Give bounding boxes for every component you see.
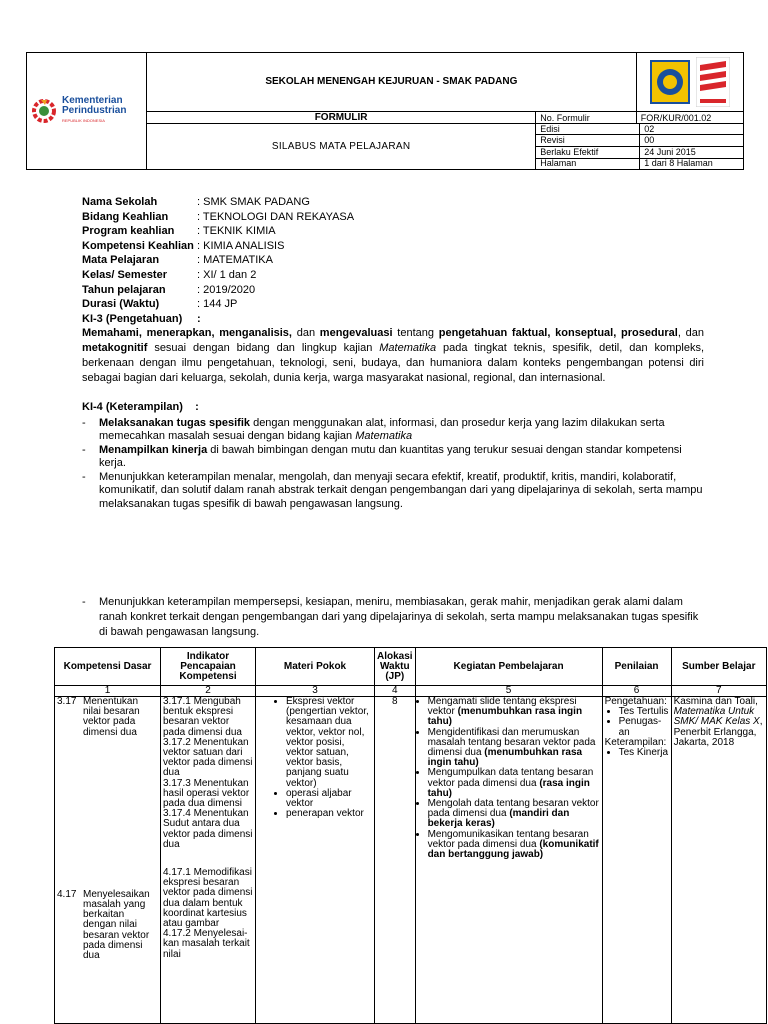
sumber-publisher: , Penerbit Erlangga, Jakarta, 2018 — [673, 716, 763, 748]
info-row — [82, 253, 354, 268]
school-name-cell — [146, 53, 636, 112]
kegiatan-bold: (menumbuhkan rasa ingin tahu) — [427, 747, 583, 769]
info-value: : MATEMATIKA — [197, 254, 273, 267]
col-number: 4 — [375, 686, 416, 697]
ki4-item-text: Menunjukkan keterampilan menalar, mengolah, dan menyaji secara efektif, kreatif, produktif, kritis, mandiri, kolaboratif, komunikatif, dan solutif dalam ranah abstrak terkait dengan pengembangan dari yang dipelajarinya di sekolah, serta mampu melaksanakan tugas spesifik di bawah pengawasan langsung. — [99, 470, 703, 510]
ki3-bold-2: mengevaluasi — [319, 327, 393, 339]
materi-item: • penerapan vektor — [286, 809, 372, 819]
materi-item: • Ekspresi vektor (pengertian vektor, kesamaan dua vektor, vektor nol, vektor posisi, vektor satuan, vektor basis, panjang suatu vektor) — [286, 697, 372, 789]
indikator-cell — [161, 697, 256, 1024]
penilaian-cell — [602, 697, 671, 1024]
header-kd: Kompetensi Dasar — [55, 648, 161, 686]
info-value: : — [197, 312, 201, 325]
ki4-item-bold: Melaksanakan tugas spesifik — [99, 416, 251, 429]
kegiatan-bold: (menumbuhkan rasa ingin tahu) — [427, 706, 583, 728]
kd-cell — [55, 697, 161, 1024]
kegiatan-bold: (komunikatif dan bertanggung jawab) — [427, 838, 599, 861]
iso-cert-icon — [696, 57, 730, 107]
ki4-extra-text: Menunjukkan keterampilan mempersepsi, kesiapan, meniru, membiasakan, gerak mahir, menjadikan gerak alami dalam ranah konkret terkait dengan pengembangan dari yang dipelajarinya di sekolah, serta mampu melaksanakan tugas spesifik di bawah pengawasan langsung. — [99, 596, 699, 638]
ki3-text-2: tentang — [392, 327, 439, 339]
ki4-extra — [82, 595, 704, 640]
ministry-logo-cell — [27, 53, 147, 170]
col-number: 6 — [602, 686, 671, 697]
doc-title: SILABUS MATA PELAJARAN — [271, 141, 411, 152]
penilaian-label: Keterampilan: — [604, 736, 667, 748]
kegiatan-cell — [415, 697, 602, 1024]
sumber-author: Kasmina dan Toali, — [673, 696, 758, 707]
kegiatan-text: Mengamati slide tentang ekspresi vektor — [427, 696, 577, 718]
col-number: 2 — [161, 686, 256, 697]
kegiatan-text: Mengidentifikasi dan merumuskan masalah tentang besaran vektor pada dimensi dua — [427, 726, 596, 759]
alokasi-cell: 8 — [375, 697, 416, 1024]
info-row — [82, 312, 354, 327]
ki3-paragraph — [82, 326, 704, 386]
materi-cell — [256, 697, 375, 1024]
col-number: 5 — [415, 686, 602, 697]
meta-label-1: Edisi — [536, 124, 640, 135]
ki4-section — [82, 401, 704, 511]
ki3-text-5: pada tingkat teknis, spesifik, detil, dan kompleks, berkenaan dengan ilmu pengetahuan, teknologi, seni, budaya, dan humaniora dalam konteks pengembangan potensi diri sebagai bagian dari keluarga, sekolah, dunia kerja, warga masyarakat nasional, regional, dan internasional. — [82, 342, 704, 384]
meta-label-3: Berlaku Efektif — [536, 146, 640, 158]
meta-label-0: No. Formulir — [536, 112, 636, 124]
kd-text: Menentukan nilai besaran vektor pada dimensi dua — [83, 696, 140, 738]
ki3-bold-1: Memahami, menerapkan, menganalisis, — [82, 327, 292, 339]
meta-label-4: Halaman — [536, 158, 640, 169]
kegiatan-text: Mengomunikasikan tentang besaran vektor pada dimensi dua — [427, 828, 589, 850]
kegiatan-bold: (mandiri dan bekerja keras) — [427, 808, 570, 830]
ki3-text-4: sesuai dengan bidang dan lingkup kajian — [147, 342, 380, 354]
col-number: 7 — [671, 686, 766, 697]
logo-line1: Kementerian — [62, 95, 123, 106]
kegiatan-text: Mengumpulkan data tentang besaran vektor pada dimensi dua — [427, 767, 594, 789]
ki4-item-bold: Menampilkan kinerja — [99, 443, 208, 456]
meta-value-3: 24 Juni 2015 — [640, 146, 743, 158]
formulir-label: FORMULIR — [146, 112, 535, 124]
ki4-item: - Melaksanakan tugas spesifik dengan menggunakan alat, informasi, dan prosedur kerja yang lazim dilakukan serta memecahkan masalah sesuai dengan bidang kajian Matematika — [82, 416, 665, 442]
meta-value-2: 00 — [640, 135, 743, 147]
info-value: : 2019/2020 — [197, 283, 256, 296]
info-key: Tahun pelajaran — [82, 283, 166, 296]
header-sumber: Sumber Belajar — [671, 648, 766, 686]
penilaian-item: • Tes Kinerja — [619, 748, 669, 758]
document-header — [26, 52, 744, 170]
kegiatan-item — [428, 697, 600, 728]
info-key: Bidang Keahlian — [82, 210, 169, 223]
kd-number: 4.17 — [57, 888, 77, 900]
info-value: : KIMIA ANALISIS — [197, 239, 285, 252]
info-key: KI-3 (Pengetahuan) — [82, 312, 183, 325]
ki3-text-1: dan — [291, 327, 320, 339]
school-emblem-icon — [650, 60, 690, 104]
col-number: 1 — [55, 686, 161, 697]
col-number: 3 — [256, 686, 375, 697]
info-row — [82, 210, 354, 225]
logo-line3: REPUBLIK INDONESIA — [62, 118, 105, 123]
kegiatan-item — [428, 799, 600, 830]
info-key: Kelas/ Semester — [82, 268, 167, 281]
penilaian-item: • Tes Tertulis — [619, 707, 669, 717]
kd-number: 3.17 — [57, 696, 77, 707]
meta-value-0: FOR/KUR/001.02 — [636, 112, 743, 124]
indikator-item: 3.17.1 Mengubah bentuk ekspresi besaran vektor pada dimensi dua — [163, 696, 242, 738]
info-row — [82, 268, 354, 283]
kd-item — [57, 890, 158, 961]
kegiatan-item — [428, 830, 600, 861]
info-row — [82, 239, 354, 254]
info-row — [82, 195, 354, 210]
table-number-row — [55, 686, 767, 697]
info-value: : XI/ 1 dan 2 — [197, 268, 257, 281]
sumber-cell — [671, 697, 766, 1024]
syllabus-table — [54, 647, 767, 1024]
ki4-item: - Menampilkan kinerja di bawah bimbingan dengan mutu dan kuantitas yang terukur sesuai dengan standar kompetensi kerja. — [82, 443, 682, 469]
sumber-title: Matematika Untuk SMK/ MAK Kelas X — [673, 706, 760, 728]
indikator-item: 3.17.3 Menentukan hasil operasi vektor pada dua dimensi — [163, 777, 250, 810]
indikator-item: 4.17.1 Memodifikasi ekspresi besaran vektor pada dimensi dua dalam bentuk koordinat kartesius atau gambar — [163, 867, 253, 930]
info-key: Program keahlian — [82, 225, 175, 238]
kd-text: Menyelesaikan masalah yang berkaitan dengan nilai besaran vektor pada dimensi dua — [83, 888, 150, 962]
kegiatan-bold: (rasa ingin tahu) — [427, 777, 590, 799]
header-materi: Materi Pokok — [256, 648, 375, 686]
info-row — [82, 224, 354, 239]
school-name: SEKOLAH MENENGAH KEJURUAN - SMAK PADANG — [265, 76, 518, 87]
info-value: : 144 JP — [197, 298, 238, 311]
info-value: : SMK SMAK PADANG — [197, 196, 310, 208]
doc-title-cell — [146, 124, 535, 170]
table-row — [55, 697, 767, 1024]
info-key: Kompetensi Keahlian — [82, 239, 194, 252]
indikator-item: 4.17.2 Menyelesai- kan masalah terkait nilai — [163, 928, 250, 960]
materi-item: • operasi aljabar vektor — [286, 789, 372, 809]
indikator-item: 3.17.4 Menentukan Sudut antara dua vektor pada dimensi dua — [163, 808, 253, 850]
info-value: : TEKNOLOGI DAN REKAYASA — [197, 210, 355, 223]
ki4-title: KI-4 (Keterampilan) : — [82, 401, 199, 413]
kegiatan-item — [428, 768, 600, 799]
info-key: Durasi (Waktu) — [82, 298, 160, 311]
penilaian-label: Pengetahuan: — [604, 696, 667, 707]
ki3-bold-3: pengetahuan faktual, konseptual, prosedural — [438, 327, 678, 339]
ki4-item-text: di bawah bimbingan dengan mutu dan kuantitas yang terukur sesuai dengan standar kompetensi kerja. — [99, 443, 682, 469]
ki3-italic-1: Matematika — [379, 342, 437, 354]
meta-value-1: 02 — [640, 124, 743, 135]
info-value: : TEKNIK KIMIA — [197, 225, 276, 238]
ki3-text-3: , dan — [677, 327, 704, 339]
ki4-item-text: dengan menggunakan alat, informasi, dan prosedur kerja yang lazim dilakukan serta memecahkan masalah sesuai dengan bidang kajian — [99, 416, 665, 442]
certification-logos — [636, 53, 743, 112]
kegiatan-item — [428, 728, 600, 769]
meta-table-cell — [536, 124, 744, 170]
header-alokasi: Alokasi Waktu (JP) — [375, 648, 416, 686]
info-key: Mata Pelajaran — [82, 254, 160, 267]
info-row — [82, 283, 354, 298]
ki3-bold-4: metakognitif — [82, 342, 148, 354]
info-row — [82, 297, 354, 312]
indikator-item: 3.17.2 Menentukan vektor satuan dari vektor pada dimensi dua — [163, 736, 253, 779]
ki4-item-italic: Matematika — [355, 430, 413, 442]
header-kegiatan: Kegiatan Pembelajaran — [415, 648, 602, 686]
school-info-list — [82, 195, 354, 326]
table-header-row — [55, 648, 767, 686]
kd-item — [57, 697, 158, 738]
meta-label-2: Revisi — [536, 135, 640, 147]
kegiatan-text: Mengolah data tentang besaran vektor pada dimensi dua — [427, 798, 599, 820]
meta-value-4: 1 dari 8 Halaman — [640, 158, 743, 169]
header-penilaian: Penilaian — [602, 648, 671, 686]
logo-line2: Perindustrian — [62, 105, 127, 116]
header-indikator: Indikator Pencapaian Kompetensi — [161, 648, 256, 686]
penilaian-item: • Penugas- an — [619, 717, 669, 737]
ki4-item: - Menunjukkan keterampilan menalar, mengolah, dan menyaji secara efektif, kreatif, produktif, kritis, mandiri, kolaboratif, komunikatif, dan solutif dalam ranah abstrak terkait dengan pengembangan dari yang dipelajarinya di sekolah, serta mampu melaksanakan tugas spesifik di bawah pengawasan langsung. — [82, 470, 703, 510]
gear-logo-icon — [31, 95, 59, 127]
ki4-extra-item: - Menunjukkan keterampilan mempersepsi, kesiapan, meniru, membiasakan, gerak mahir, menjadikan gerak alami dalam ranah konkret terkait dengan pengembangan dari yang dipelajarinya di sekolah, serta mampu melaksanakan tugas spesifik di bawah pengawasan langsung. — [82, 595, 704, 640]
info-key: Nama Sekolah — [82, 196, 158, 208]
